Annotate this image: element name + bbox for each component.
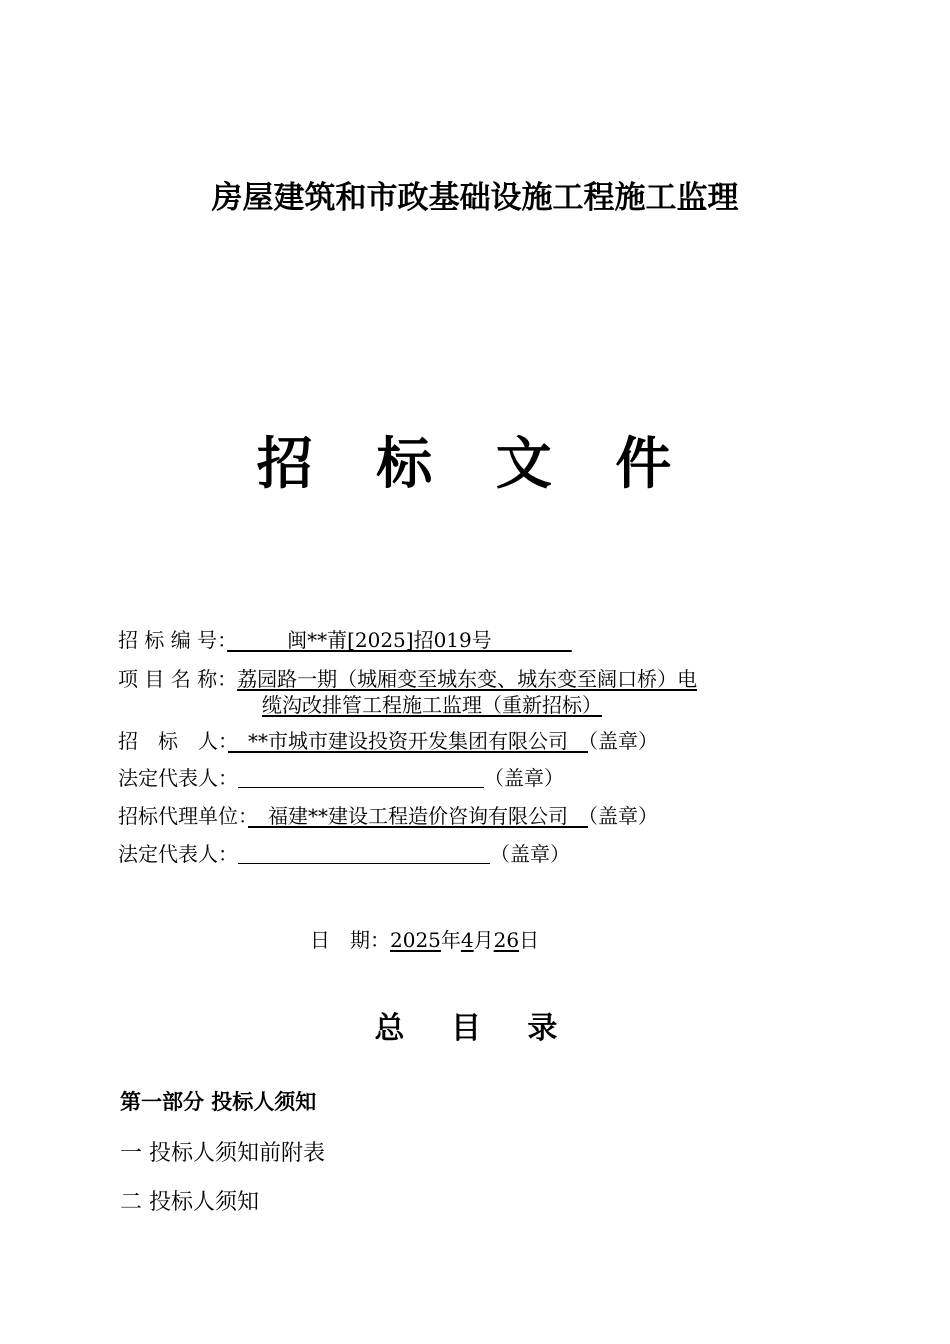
date-year: 2025 (390, 928, 441, 952)
project-name-value-line1: 荔园路一期（城厢变至城东变、城东变至阔口桥）电 (237, 667, 698, 691)
date-month: 4 (460, 928, 474, 952)
bid-number-label: 招 标 编 号： (118, 628, 228, 652)
tenderer-seal: （盖章） (588, 729, 658, 753)
date-month-unit: 月 (473, 928, 494, 952)
agent-legal-rep-seal: （盖章） (490, 842, 570, 866)
legal-rep-seal: （盖章） (484, 766, 564, 790)
toc-item-appendix: 一 投标人须知前附表 (120, 1141, 325, 1166)
date-year-unit: 年 (440, 928, 461, 952)
project-name-value-line2: 缆沟改排管工程施工监理（重新招标） (262, 693, 602, 717)
bid-number-row (118, 627, 572, 653)
agent-legal-rep-row (118, 841, 570, 867)
project-name-row-2 (262, 692, 602, 718)
main-title: 招 标 文 件 (256, 432, 694, 497)
agent-legal-rep-blank (238, 843, 490, 864)
legal-rep-blank (238, 767, 484, 788)
tenderer-value: **市城市建设投资开发集团有限公司 (228, 729, 588, 753)
agent-legal-rep-label: 法定代表人： (118, 842, 238, 866)
tenderer-label: 招 标 人： (118, 729, 228, 753)
agent-seal: （盖章） (588, 804, 658, 828)
legal-rep-row (118, 765, 564, 791)
date-label: 日 期： (310, 928, 390, 952)
agent-label: 招标代理单位： (118, 804, 248, 828)
project-name-row (118, 666, 697, 692)
tenderer-row (118, 728, 658, 754)
bid-number-value: 闽**莆[2025]招019号 (227, 628, 572, 652)
agent-row (118, 803, 658, 829)
date-day-unit: 日 (519, 928, 540, 952)
toc-title: 总 目 录 (374, 1011, 576, 1046)
date-row (310, 927, 539, 953)
document-title: 房屋建筑和市政基础设施工程施工监理 (211, 180, 739, 216)
project-name-label: 项 目 名 称： (118, 667, 238, 691)
agent-value: 福建**建设工程造价咨询有限公司 (248, 804, 588, 828)
toc-item-part1: 第一部分 投标人须知 (120, 1090, 317, 1114)
date-day: 26 (493, 928, 520, 952)
legal-rep-label: 法定代表人： (118, 766, 238, 790)
toc-item-instructions: 二 投标人须知 (120, 1190, 259, 1215)
